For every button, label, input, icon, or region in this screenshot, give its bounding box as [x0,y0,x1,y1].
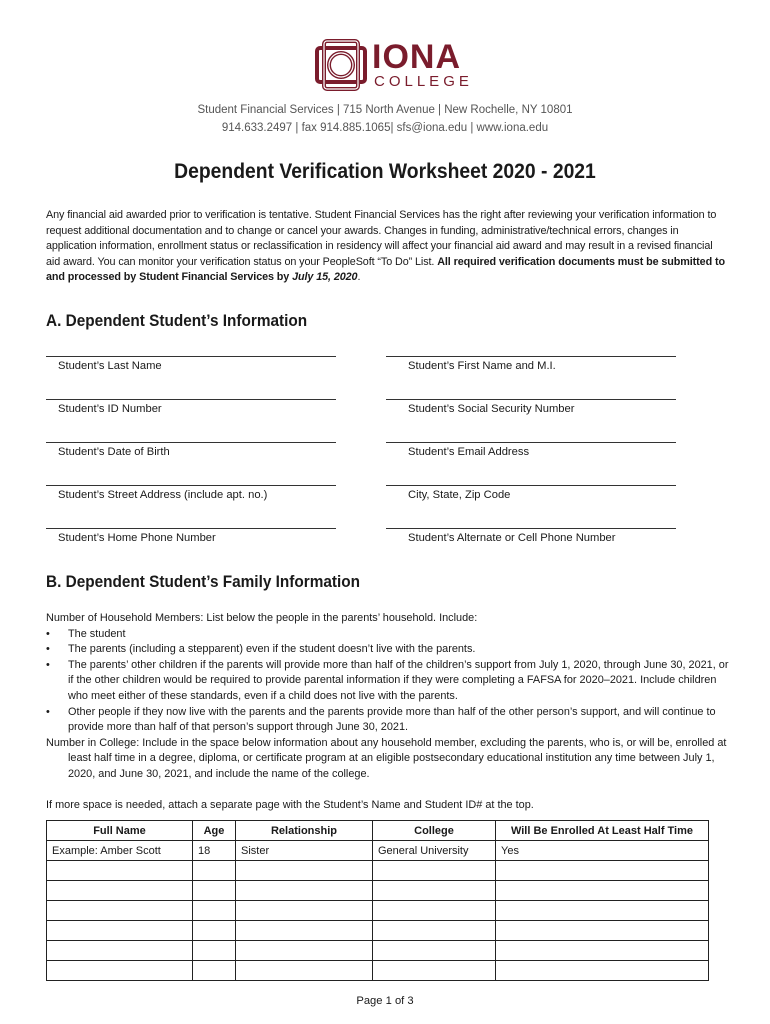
table-cell: Example: Amber Scott [47,841,193,861]
field-label: Student’s First Name and M.I. [408,360,556,372]
column-header: Relationship [236,821,373,841]
table-row[interactable] [47,941,709,961]
college-note: Number in College: Include in the space below information about any household member, excluding the parents, who is, or will be, enrolled at least half time in a degree, diploma, or certificate program at an eligible postsecondary educational institution any time between July 1, 2020, and June 30, 2021, and include the name of the college. [46,736,727,780]
table-cell: Yes [496,841,709,861]
table-row[interactable] [47,861,709,881]
city-state-zip-line[interactable] [386,485,676,486]
last-name-line[interactable] [46,356,336,357]
page-number: Page 1 of 3 [356,995,414,1007]
dob-line[interactable] [46,442,336,443]
field-label: Student’s Alternate or Cell Phone Number [408,532,616,544]
contact-line-1: Student Financial Services | 715 North Avenue | New Rochelle, NY 10801 [197,104,573,116]
intro-paragraph [46,208,726,286]
family-info-body [46,611,736,813]
household-table [46,820,709,981]
intro-bold: All required verification documents must be submitted to and processed by Student Financial Services by [46,255,725,284]
celtic-knot-icon [314,38,368,92]
table-row-example [47,841,709,861]
field-label: Student’s Home Phone Number [58,532,216,544]
household-intro: Number of Household Members: List below the people in the parents’ household. Include: [46,612,478,624]
field-label: Student’s Email Address [408,446,530,458]
list-item: • The student [46,627,126,640]
table-row[interactable] [47,881,709,901]
ssn-line[interactable] [386,399,676,400]
id-number-line[interactable] [46,399,336,400]
home-phone-line[interactable] [46,528,336,529]
section-b-heading: B. Dependent Student’s Family Information [46,573,361,591]
list-item: • Other people if they now live with the parents and the parents provide more than half of the other person’s support, and will continue to provide more than half of that person’s support through June 30, 2021. [46,705,716,734]
field-label: City, State, Zip Code [408,489,511,501]
cell-phone-line[interactable] [386,528,676,529]
intro-end: . [357,271,361,284]
column-header: College [373,821,496,841]
email-line[interactable] [386,442,676,443]
column-header: Age [193,821,236,841]
field-label: Student’s ID Number [58,403,162,415]
iona-college-logo [314,38,473,94]
intro-text: Any financial aid awarded prior to verification is tentative. Student Financial Services has the right after reviewing your verification information to request additional documentation and to change or cancel your awards. Changes in funding, administrative/technical errors, changes in application information, enrollment status or reclassification in residency will affect your financial aid award and may result in a revised financial aid award. You can monitor your verification status on your PeopleSoft “To Do” List. [46,209,717,268]
street-address-line[interactable] [46,485,336,486]
table-cell: Sister [236,841,373,861]
table-row[interactable] [47,961,709,981]
first-name-line[interactable] [386,356,676,357]
field-label: Student’s Street Address (include apt. no.) [58,489,268,501]
table-header-row [47,821,709,841]
logo-subtitle: COLLEGE [374,73,473,90]
field-label: Student’s Last Name [58,360,162,372]
space-note: If more space is needed, attach a separate page with the Student’s Name and Student ID# at the top. [46,798,534,811]
list-item: • The parents (including a stepparent) even if the student doesn’t live with the parents. [46,643,476,656]
table-cell: General University [373,841,496,861]
column-header: Full Name [47,821,193,841]
table-cell: 18 [193,841,236,861]
logo-name: IONA [372,38,461,76]
contact-line-2: 914.633.2497 | fax 914.885.1065| sfs@iona.edu | www.iona.edu [221,122,549,134]
table-row[interactable] [47,901,709,921]
section-a-heading: A. Dependent Student’s Information [46,312,308,330]
intro-deadline: July 15, 2020 [292,271,358,284]
page-title: Dependent Verification Worksheet 2020 - 2021 [174,160,596,183]
field-label: Student’s Date of Birth [58,446,170,458]
list-item: • The parents’ other children if the parents will provide more than half of the children’s support from July 1, 2020, through June 30, 2021, or if the other children would be required to provide parental information if they were completing a FAFSA for 2020–2021. Include children who meet either of these standards, even if a child does not live with the parents. [46,658,729,702]
table-row[interactable] [47,921,709,941]
column-header: Will Be Enrolled At Least Half Time [496,821,709,841]
field-label: Student’s Social Security Number [408,403,575,415]
